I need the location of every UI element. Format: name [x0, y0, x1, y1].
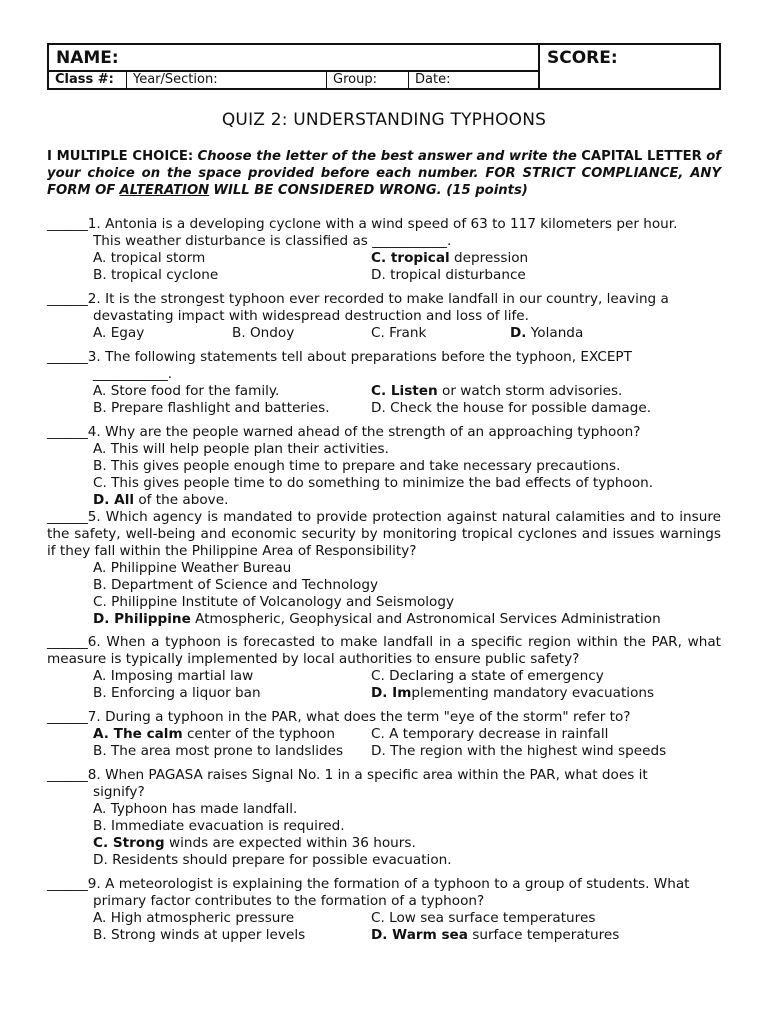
option-d: D. tropical disturbance	[371, 267, 526, 283]
option-a: A. Typhoon has made landfall.	[93, 801, 298, 817]
question-stem: ______4. Why are the people warned ahead of the strength of an approaching typhoon?	[47, 424, 641, 440]
group-label: Group:	[333, 72, 377, 87]
option-a: A. Philippine Weather Bureau	[93, 560, 292, 576]
question-stem: ______3. The following statements tell about preparations before the typhoon, EXCEPT	[47, 349, 632, 365]
option-c: C. Frank	[371, 325, 427, 341]
date-cell[interactable]	[409, 72, 540, 88]
question-stem: ______6. When a typhoon is forecasted to make landfall in a specific region within the PAR, what measure is typically implemented by local authorities to ensure public safety?	[47, 634, 721, 667]
class-label: Class #:	[55, 72, 114, 87]
question-stem: ______1. Antonia is a developing cyclone with a wind speed of 63 to 117 kilometers per hour.	[47, 216, 678, 232]
option-c: C. Philippine Institute of Volcanology and Seismology	[93, 594, 455, 610]
option-c: C. A temporary decrease in rainfall	[371, 726, 609, 742]
question-3	[47, 349, 721, 417]
part-label: I MULTIPLE CHOICE:	[47, 149, 194, 164]
question-stem: ______7. During a typhoon in the PAR, what does the term "eye of the storm" refer to?	[47, 709, 631, 725]
year-section-cell[interactable]	[127, 72, 327, 88]
option-c: C. Low sea surface temperatures	[371, 910, 596, 926]
question-stem: ______9. A meteorologist is explaining the formation of a typhoon to a group of students. What	[47, 876, 690, 892]
date-label: Date:	[415, 72, 451, 87]
option-b: B. tropical cyclone	[93, 267, 219, 283]
option-b: B. This gives people enough time to prepare and take necessary precautions.	[93, 458, 621, 474]
option-a: A. High atmospheric pressure	[93, 910, 295, 926]
question-stem-cont: This weather disturbance is classified as ___________.	[93, 233, 452, 249]
instructions	[47, 148, 721, 199]
year-section-label: Year/Section:	[133, 72, 218, 87]
alteration-text: ALTERATION	[119, 183, 210, 198]
option-c: C. Declaring a state of emergency	[371, 668, 604, 684]
option-d: D. The region with the highest wind speeds	[371, 743, 667, 759]
question-9	[47, 876, 721, 944]
instruction-text-3: WILL BE CONSIDERED WRONG. (15 points)	[213, 183, 528, 198]
option-b: B. The area most prone to landslides	[93, 743, 344, 759]
question-stem-cont: primary factor contributes to the formation of a typhoon?	[93, 893, 485, 909]
quiz-title: QUIZ 2: UNDERSTANDING TYPHOONS	[221, 110, 547, 130]
option-b: B. Enforcing a liquor ban	[93, 685, 261, 701]
score-cell[interactable]	[540, 45, 719, 88]
class-cell[interactable]	[49, 72, 127, 88]
option-d: D. Warm sea surface temperatures	[371, 927, 620, 943]
group-cell[interactable]	[327, 72, 409, 88]
question-1	[47, 216, 721, 284]
option-a: A. This will help people plan their activities.	[93, 441, 389, 457]
question-stem: ______8. When PAGASA raises Signal No. 1 in a specific area within the PAR, what does it	[47, 767, 648, 783]
question-5	[47, 509, 721, 628]
capital-letter-text: CAPITAL LETTER	[581, 149, 702, 164]
option-b: B. Strong winds at upper levels	[93, 927, 306, 943]
option-b: B. Prepare flashlight and batteries.	[93, 400, 330, 416]
question-stem: ______2. It is the strongest typhoon ever recorded to make landfall in our country, leaving a	[47, 291, 669, 307]
question-8	[47, 767, 721, 869]
option-c: C. tropical depression	[371, 250, 529, 266]
option-a: A. Store food for the family.	[93, 383, 280, 399]
option-d: D. Residents should prepare for possible evacuation.	[93, 852, 452, 868]
instruction-text-2: of your choice on the space provided before each number. FOR STRICT COMPLIANCE, ANY FORM OF	[47, 149, 721, 198]
option-d: D. Philippine Atmospheric, Geophysical and Astronomical Services Administration	[93, 611, 661, 627]
question-2	[47, 291, 721, 342]
question-4	[47, 424, 721, 509]
score-label: SCORE:	[547, 48, 618, 68]
option-a: A. Imposing martial law	[93, 668, 254, 684]
option-a: A. The calm center of the typhoon	[93, 726, 335, 742]
question-stem-cont: devastating impact with widespread destruction and loss of life.	[93, 308, 529, 324]
question-stem-cont: signify?	[93, 784, 145, 800]
option-d: D. Yolanda	[510, 325, 584, 341]
option-b: B. Department of Science and Technology	[93, 577, 379, 593]
instruction-text-1: Choose the letter of the best answer and write the	[197, 149, 577, 164]
question-stem: ______5. Which agency is mandated to provide protection against natural calamities and to insure the safety, well-being and economic security by monitoring tropical cyclones and issues warnings if they fall within the Philippine Area of Responsibility?	[47, 509, 721, 559]
option-b: B. Immediate evacuation is required.	[93, 818, 345, 834]
option-d: D. All of the above.	[93, 492, 229, 508]
question-6	[47, 634, 721, 702]
option-c: C. Strong winds are expected within 36 hours.	[93, 835, 416, 851]
option-d: D. Check the house for possible damage.	[371, 400, 652, 416]
name-cell[interactable]	[49, 45, 540, 72]
question-stem-cont: ___________.	[93, 366, 173, 382]
name-label: NAME:	[56, 48, 119, 68]
header-table	[47, 43, 721, 90]
option-c: C. This gives people time to do something to minimize the bad effects of typhoon.	[93, 475, 654, 491]
option-c: C. Listen or watch storm advisories.	[371, 383, 623, 399]
question-7	[47, 709, 721, 760]
option-b: B. Ondoy	[232, 325, 295, 341]
option-d: D. Implementing mandatory evacuations	[371, 685, 655, 701]
option-a: A. tropical storm	[93, 250, 206, 266]
option-a: A. Egay	[93, 325, 145, 341]
